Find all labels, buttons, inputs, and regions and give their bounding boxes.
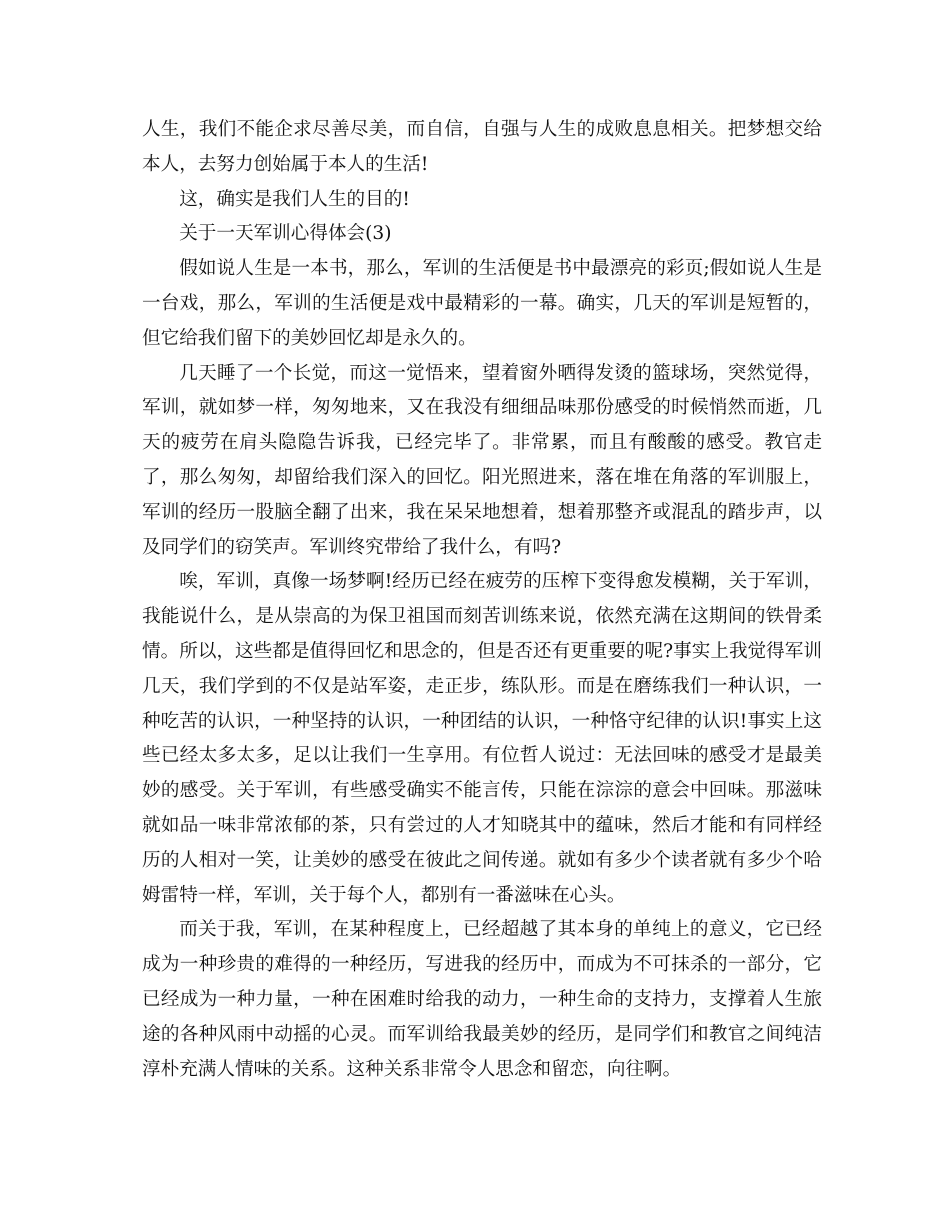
paragraph: 这，确实是我们人生的目的! <box>179 188 410 210</box>
paragraph: 几天睡了一个长觉，而这一觉悟来，望着窗外晒得发烫的篮球场，突然觉得，军训，就如梦一样，匆匆地来，又在我没有细细品味那份感受的时候悄然而逝，几天的疲劳在肩头隐隐告诉我，已经完毕了。非常累，而且有酸酸的感受。教官走了，那么匆匆，却留给我们深入的回忆。阳光照进来，落在堆在角落的军训服上，军训的经历一股脑全翻了出来，我在呆呆地想着，想着那整齐或混乱的踏步声，以及同学们的窃笑声。军训终究带给了我什么，有吗? <box>142 362 822 558</box>
paragraph: 假如说人生是一本书，那么，军训的生活便是书中最漂亮的彩页;假如说人生是一台戏，那么，军训的生活便是戏中最精彩的一幕。确实，几天的军训是短暂的，但它给我们留下的美妙回忆却是永久的。 <box>142 258 822 349</box>
paragraph: 人生，我们不能企求尽善尽美，而自信，自强与人生的成败息息相关。把梦想交给本人，去努力创始属于本人的生活! <box>142 119 822 175</box>
paragraph: 而关于我，军训，在某种程度上，已经超越了其本身的单纯上的意义，它已经成为一种珍贵的难得的一种经历，写进我的经历中，而成为不可抹杀的一部分，它已经成为一种力量，一种在困难时给我的动力，一种生命的支持力，支撑着人生旅途的各种风雨中动摇的心灵。而军训给我最美妙的经历，是同学们和教官之间纯洁淳朴充满人情味的关系。这种关系非常令人思念和留恋，向往啊。 <box>142 919 822 1080</box>
paragraph: 唉，军训，真像一场梦啊!经历已经在疲劳的压榨下变得愈发模糊，关于军训，我能说什么，是从崇高的为保卫祖国而刻苦训练来说，依然充满在这期间的铁骨柔情。所以，这些都是值得回忆和思念的，但是否还有更重要的呢?事实上我觉得军训几天，我们学到的不仅是站军姿，走正步，练队形。而是在磨练我们一种认识，一种吃苦的认识，一种坚持的认识，一种团结的认识，一种恪守纪律的认识!事实上这些已经太多太多，足以让我们一生享用。有位哲人说过：无法回味的感受才是最美妙的感受。关于军训，有些感受确实不能言传，只能在淙淙的意会中回味。那滋味就如品一味非常浓郁的茶，只有尝过的人才知晓其中的蕴味，然后才能和有同样经历的人相对一笑，让美妙的感受在彼此之间传递。就如有多少个读者就有多少个哈姆雷特一样，军训，关于每个人，都别有一番滋味在心头。 <box>142 571 822 906</box>
document-body <box>142 113 822 1087</box>
section-heading: 关于一天军训心得体会(3) <box>179 223 392 245</box>
